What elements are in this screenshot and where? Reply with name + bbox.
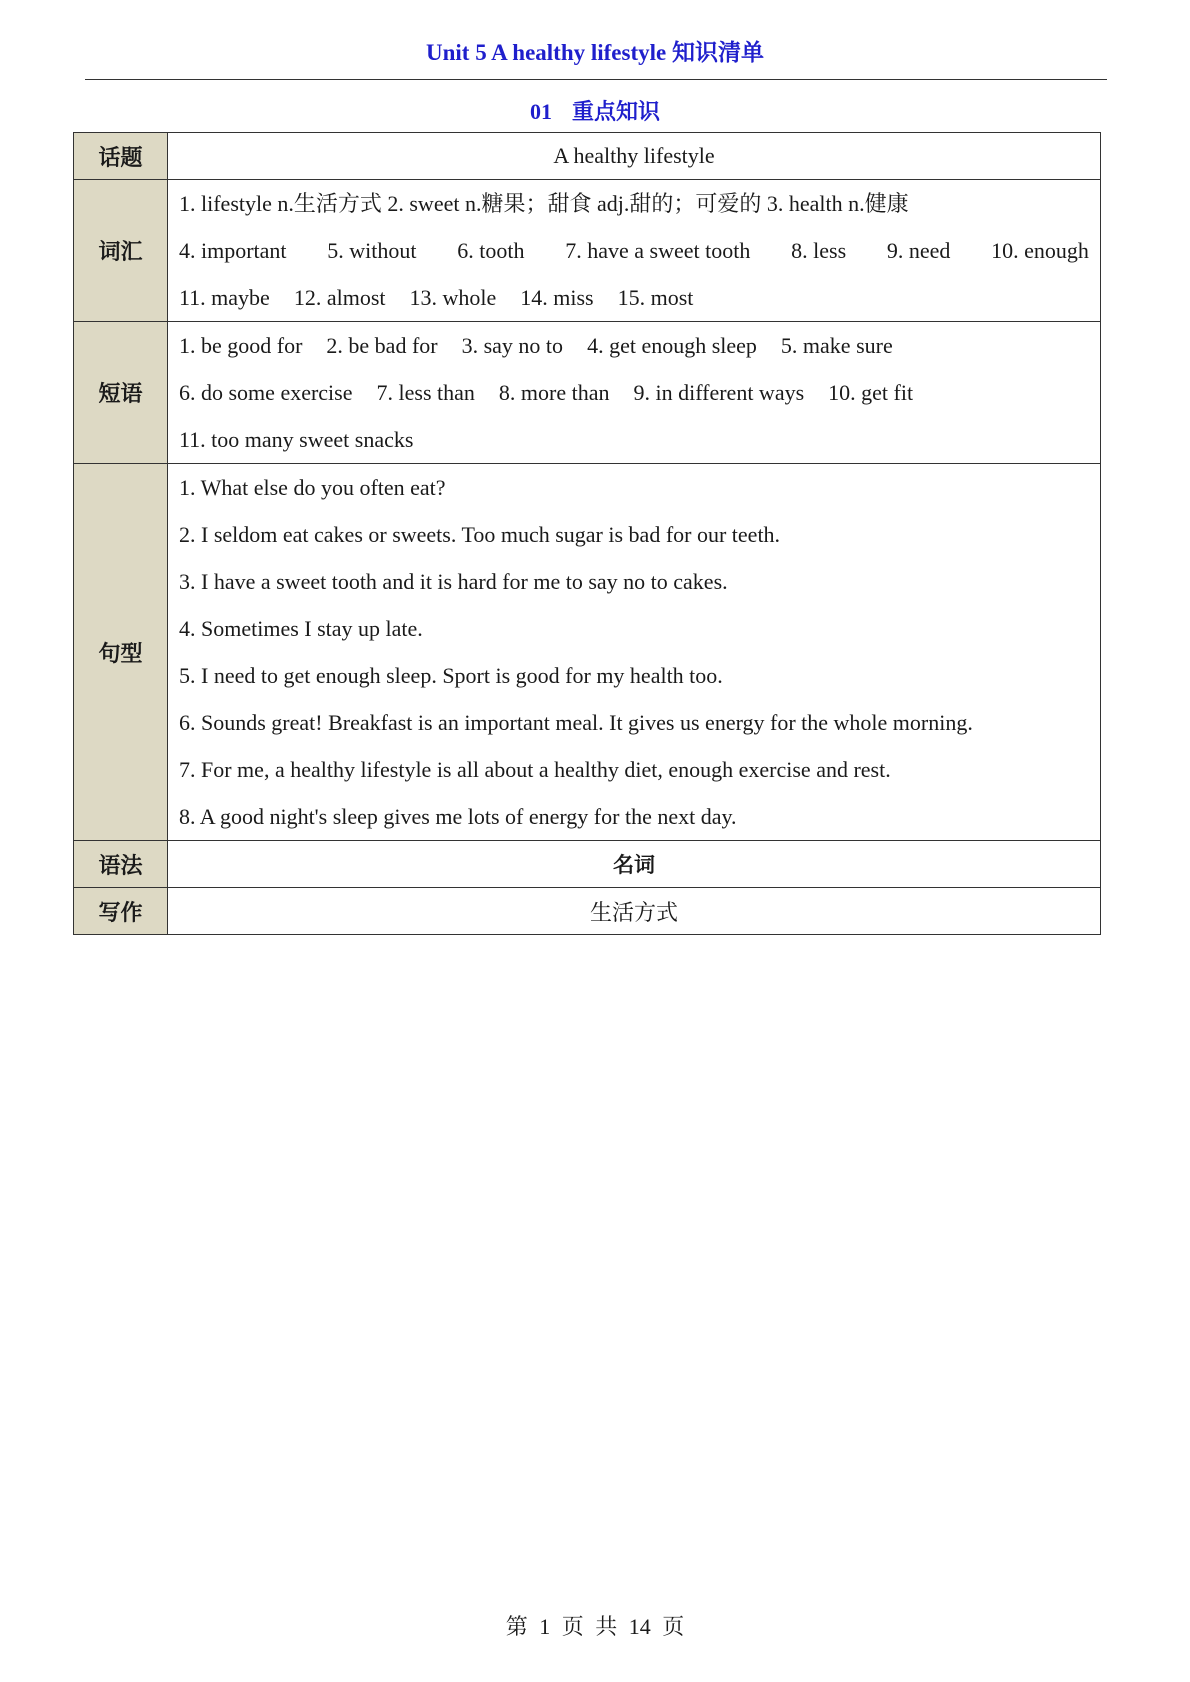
phrases-row	[74, 322, 1101, 464]
topic-row	[74, 133, 1101, 180]
sentence-item: 6. Sounds great! Breakfast is an important meal. It gives us energy for the whole morning.	[179, 710, 973, 735]
vocabulary-label: 词汇	[74, 180, 168, 322]
vocab-item: 8. less	[791, 238, 847, 263]
vocabulary-line-1: 1. lifestyle n.生活方式 2. sweet n.糖果；甜食 adj.甜的；可爱的 3. health n.健康	[179, 191, 909, 216]
phrase-item: 4. get enough sleep	[587, 333, 757, 358]
writing-label: 写作	[74, 888, 168, 935]
sentence-item: 4. Sometimes I stay up late.	[179, 616, 423, 641]
sentences-row	[74, 464, 1101, 841]
document-title: Unit 5 A healthy lifestyle 知识清单	[426, 40, 764, 65]
topic-label: 话题	[74, 133, 168, 180]
sentence-item: 3. I have a sweet tooth and it is hard for me to say no to cakes.	[179, 569, 728, 594]
vocab-item: 10. enough	[991, 238, 1089, 263]
phrases-line-3	[179, 416, 1089, 463]
writing-value: 生活方式	[168, 888, 1101, 935]
vocab-item: 7. have a sweet tooth	[565, 238, 751, 263]
section-title: 重点知识	[571, 99, 660, 124]
vocab-item: 6. tooth	[457, 238, 525, 263]
phrase-item: 8. more than	[498, 380, 610, 405]
phrase-item: 7. less than	[376, 380, 475, 405]
sentence-item: 5. I need to get enough sleep. Sport is good for my health too.	[179, 663, 723, 688]
section-number: 01	[529, 99, 552, 124]
topic-value: A healthy lifestyle	[168, 133, 1101, 180]
phrases-line-2	[179, 369, 1089, 416]
phrase-item: 10. get fit	[828, 380, 914, 405]
vocab-item: 9. need	[886, 238, 951, 263]
phrase-item: 6. do some exercise	[179, 380, 353, 405]
sentence-item: 1. What else do you often eat?	[179, 475, 446, 500]
sentence-item: 8. A good night's sleep gives me lots of energy for the next day.	[179, 804, 737, 829]
phrase-item: 11. too many sweet snacks	[179, 427, 414, 452]
phrases-line-1	[179, 322, 1089, 369]
sentence-item: 2. I seldom eat cakes or sweets. Too much sugar is bad for our teeth.	[179, 522, 781, 547]
phrase-item: 2. be bad for	[326, 333, 438, 358]
phrase-item: 1. be good for	[179, 333, 303, 358]
page-number: 第 1 页 共 14 页	[505, 1614, 685, 1639]
vocab-item: 15. most	[617, 285, 694, 310]
vocabulary-content	[168, 180, 1101, 322]
vocabulary-line-2	[179, 227, 1089, 274]
phrases-content	[168, 322, 1101, 464]
title-divider	[85, 79, 1107, 80]
vocab-item: 5. without	[327, 238, 417, 263]
phrase-item: 9. in different ways	[633, 380, 805, 405]
knowledge-table	[73, 132, 1101, 935]
grammar-label: 语法	[74, 841, 168, 888]
section-heading	[0, 95, 1190, 126]
vocabulary-row	[74, 180, 1101, 322]
sentences-content	[168, 464, 1101, 841]
sentence-item: 7. For me, a healthy lifestyle is all about a healthy diet, enough exercise and rest.	[179, 757, 891, 782]
sentences-label: 句型	[74, 464, 168, 841]
phrases-label: 短语	[74, 322, 168, 464]
phrase-item: 3. say no to	[461, 333, 564, 358]
grammar-value: 名词	[168, 841, 1101, 888]
writing-row	[74, 888, 1101, 935]
phrase-item: 5. make sure	[780, 333, 893, 358]
vocabulary-line-3	[179, 274, 1089, 321]
vocab-item: 12. almost	[293, 285, 386, 310]
vocab-item: 4. important	[179, 238, 287, 263]
vocab-item: 11. maybe	[179, 285, 270, 310]
vocab-item: 13. whole	[409, 285, 497, 310]
grammar-row	[74, 841, 1101, 888]
vocab-item: 14. miss	[520, 285, 594, 310]
